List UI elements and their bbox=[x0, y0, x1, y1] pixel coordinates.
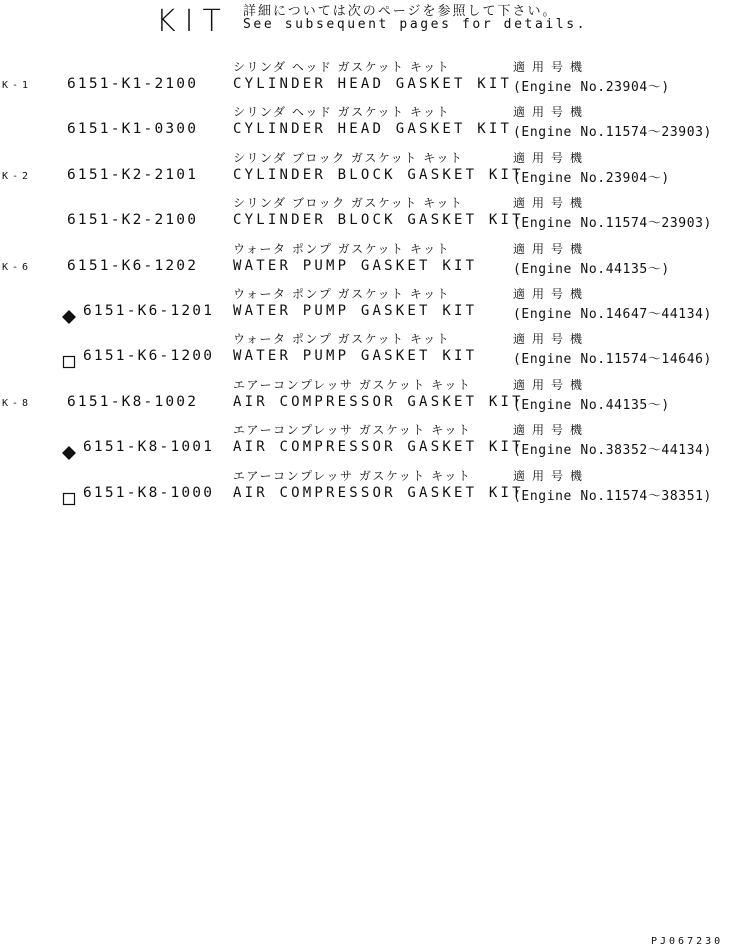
applicable-serial-label: 適用号機 bbox=[513, 150, 590, 165]
part-number: 6151-K2-2100 bbox=[67, 212, 199, 229]
applicable-serial-label: 適用号機 bbox=[513, 196, 590, 211]
part-number: 6151-K8-1002 bbox=[67, 393, 199, 410]
applicable-serial-label: 適用号機 bbox=[513, 241, 590, 256]
footer-code: PJ067230 bbox=[651, 936, 724, 947]
details-note-japanese: 詳細については次のページを参照して下さい。 bbox=[243, 4, 558, 19]
part-number: 6151-K6-1202 bbox=[67, 257, 199, 274]
applicable-serial-label: 適用号機 bbox=[513, 468, 590, 483]
engine-serial-range: (Engine No.11574〜38351) bbox=[513, 488, 712, 504]
part-number: 6151-K8-1000 bbox=[83, 484, 215, 501]
kit-row bbox=[0, 285, 733, 330]
kit-row bbox=[0, 421, 733, 466]
engine-serial-range: (Engine No.23904〜) bbox=[513, 170, 670, 186]
filled-diamond-icon bbox=[62, 446, 76, 460]
applicable-serial-label: 適用号機 bbox=[513, 286, 590, 301]
applicable-serial-label: 適用号機 bbox=[513, 60, 590, 74]
engine-serial-range: (Engine No.11574〜23903) bbox=[513, 216, 712, 232]
engine-serial-range: (Engine No.11574〜23903) bbox=[513, 125, 712, 141]
kit-name-english: WATER PUMP GASKET KIT bbox=[233, 257, 478, 274]
kit-name-japanese: ウォータ ポンプ ガスケット キット bbox=[233, 241, 451, 256]
kit-row bbox=[0, 376, 733, 421]
part-number: 6151-K8-1001 bbox=[83, 439, 215, 456]
applicable-serial-label: 適用号機 bbox=[513, 105, 590, 120]
kit-row bbox=[0, 58, 733, 103]
kit-row bbox=[0, 103, 733, 148]
filled-diamond-icon bbox=[62, 310, 76, 324]
applicable-serial-label: 適用号機 bbox=[513, 423, 590, 438]
kit-name-japanese: エアーコンプレッサ ガスケット キット bbox=[233, 423, 472, 438]
kit-name-japanese: エアーコンプレッサ ガスケット キット bbox=[233, 468, 472, 483]
engine-serial-range: (Engine No.11574〜14646) bbox=[513, 352, 712, 368]
applicable-serial-label: 適用号機 bbox=[513, 332, 590, 347]
group-label: K-1 bbox=[2, 80, 33, 91]
page-title: KIT bbox=[156, 4, 230, 39]
kit-name-japanese: ウォータ ポンプ ガスケット キット bbox=[233, 332, 451, 347]
details-note-english: See subsequent pages for details. bbox=[243, 17, 588, 32]
kit-row bbox=[0, 194, 733, 239]
engine-serial-range: (Engine No.38352〜44134) bbox=[513, 443, 712, 459]
kit-row bbox=[0, 149, 733, 194]
engine-serial-range: (Engine No.44135〜) bbox=[513, 397, 670, 413]
engine-serial-range: (Engine No.23904〜) bbox=[513, 80, 670, 95]
kit-name-japanese: エアーコンプレッサ ガスケット キット bbox=[233, 377, 472, 392]
kit-name-english: AIR COMPRESSOR GASKET KIT bbox=[233, 393, 524, 410]
kit-row bbox=[0, 240, 733, 285]
part-number: 6151-K1-0300 bbox=[67, 121, 199, 138]
kit-name-japanese: シリンダ ブロック ガスケット キット bbox=[233, 196, 464, 211]
kit-name-english: CYLINDER BLOCK GASKET KIT bbox=[233, 212, 524, 229]
group-label: K-2 bbox=[2, 170, 33, 182]
kit-list bbox=[0, 58, 733, 512]
kit-name-english: CYLINDER HEAD GASKET KIT bbox=[233, 76, 513, 92]
kit-row bbox=[0, 467, 733, 512]
part-number: 6151-K2-2101 bbox=[67, 166, 199, 183]
kit-name-english: WATER PUMP GASKET KIT bbox=[233, 348, 478, 365]
engine-serial-range: (Engine No.14647〜44134) bbox=[513, 306, 712, 322]
engine-serial-range: (Engine No.44135〜) bbox=[513, 261, 670, 277]
group-label: K-6 bbox=[2, 261, 33, 273]
kit-name-japanese: ウォータ ポンプ ガスケット キット bbox=[233, 286, 451, 301]
part-number: 6151-K6-1201 bbox=[83, 302, 215, 319]
kit-name-japanese: シリンダ ヘッド ガスケット キット bbox=[233, 60, 451, 74]
kit-name-english: CYLINDER BLOCK GASKET KIT bbox=[233, 166, 524, 183]
group-label: K-8 bbox=[2, 397, 33, 409]
kit-name-japanese: シリンダ ブロック ガスケット キット bbox=[233, 150, 464, 165]
applicable-serial-label: 適用号機 bbox=[513, 377, 590, 392]
part-number: 6151-K6-1200 bbox=[83, 348, 215, 365]
kit-name-english: CYLINDER HEAD GASKET KIT bbox=[233, 121, 513, 138]
kit-name-english: AIR COMPRESSOR GASKET KIT bbox=[233, 484, 524, 501]
kit-name-english: AIR COMPRESSOR GASKET KIT bbox=[233, 439, 524, 456]
part-number: 6151-K1-2100 bbox=[67, 76, 199, 92]
hollow-square-icon bbox=[62, 492, 76, 506]
hollow-square-icon bbox=[62, 355, 76, 369]
kit-name-english: WATER PUMP GASKET KIT bbox=[233, 302, 478, 319]
kit-row bbox=[0, 330, 733, 375]
kit-name-japanese: シリンダ ヘッド ガスケット キット bbox=[233, 105, 451, 120]
